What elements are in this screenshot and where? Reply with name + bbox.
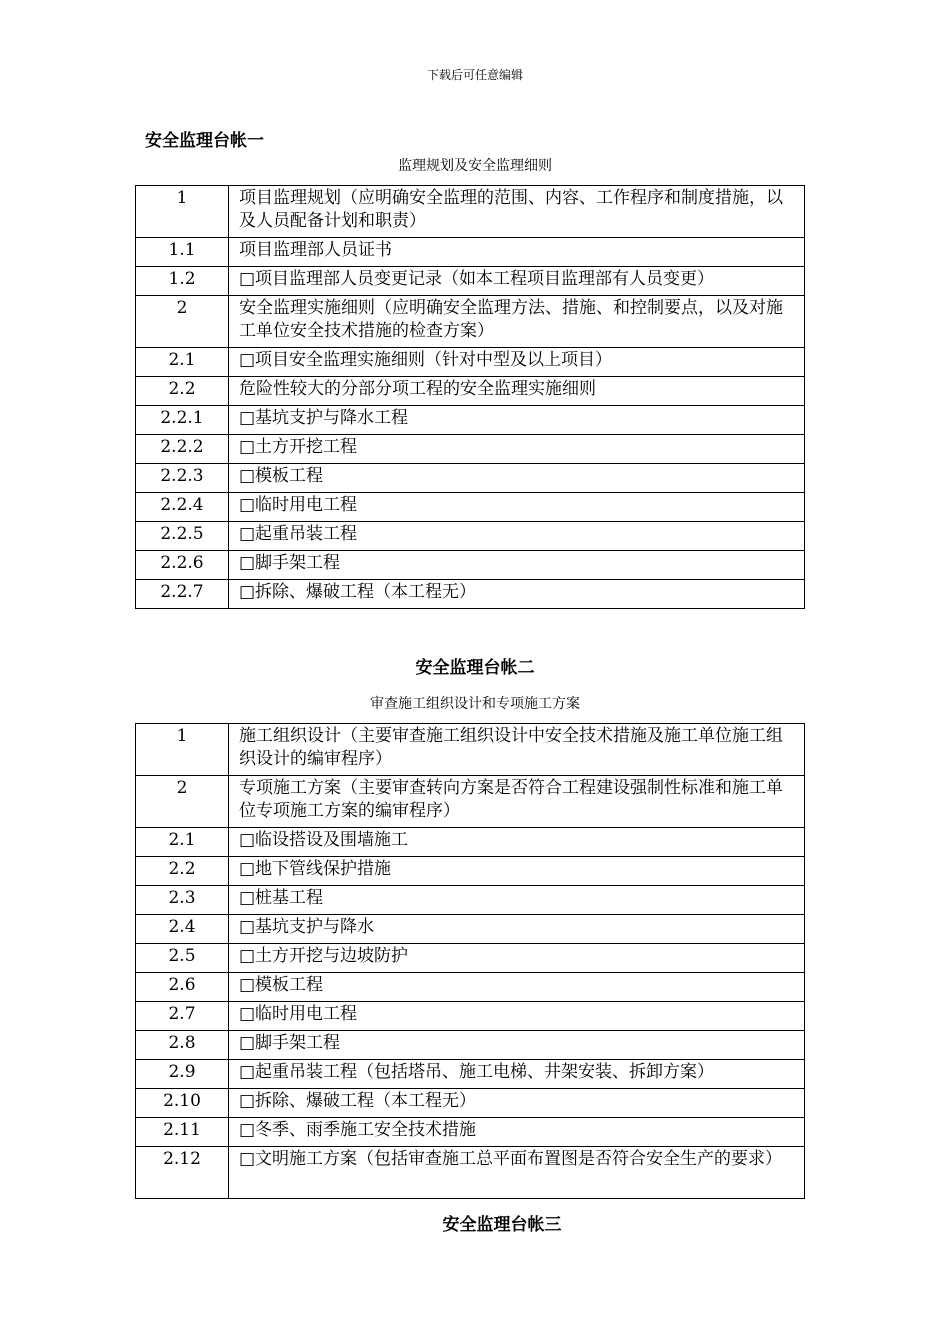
row-number: 2.1 <box>136 828 229 857</box>
row-text: □基坑支护与降水 <box>229 915 805 944</box>
table-row <box>136 406 805 435</box>
row-text: □临设搭设及围墙施工 <box>229 828 805 857</box>
table-row <box>136 776 805 828</box>
table-row <box>136 551 805 580</box>
row-number: 2.2 <box>136 857 229 886</box>
ledger3-title: 安全监理台帐三 <box>442 1215 562 1235</box>
table-row <box>136 828 805 857</box>
row-text: □基坑支护与降水工程 <box>229 406 805 435</box>
row-number: 1.1 <box>136 238 229 267</box>
row-text: 安全监理实施细则（应明确安全监理方法、措施、和控制要点，以及对施工单位安全技术措施的检查方案） <box>229 296 805 348</box>
row-number: 2.2.2 <box>136 435 229 464</box>
row-text: 危险性较大的分部分项工程的安全监理实施细则 <box>229 377 805 406</box>
table-row <box>136 886 805 915</box>
row-text: □临时用电工程 <box>229 493 805 522</box>
row-text: □拆除、爆破工程（本工程无） <box>229 580 805 609</box>
row-number: 2 <box>136 776 229 828</box>
row-number: 2.2.4 <box>136 493 229 522</box>
table-row <box>136 1147 805 1199</box>
table-row <box>136 348 805 377</box>
table-row <box>136 915 805 944</box>
row-number: 2 <box>136 296 229 348</box>
ledger1-subtitle: 监理规划及安全监理细则 <box>398 158 552 174</box>
row-number: 2.6 <box>136 973 229 1002</box>
table-row <box>136 377 805 406</box>
table-row <box>136 186 805 238</box>
row-text: 项目监理部人员证书 <box>229 238 805 267</box>
row-text: □模板工程 <box>229 464 805 493</box>
row-number: 2.2.5 <box>136 522 229 551</box>
row-text: □冬季、雨季施工安全技术措施 <box>229 1118 805 1147</box>
table-row <box>136 267 805 296</box>
row-number: 2.2.6 <box>136 551 229 580</box>
row-text: □起重吊装工程 <box>229 522 805 551</box>
ledger2-subtitle: 审查施工组织设计和专项施工方案 <box>370 696 580 712</box>
table-row <box>136 580 805 609</box>
table-row <box>136 522 805 551</box>
row-number: 2.2 <box>136 377 229 406</box>
row-text: □脚手架工程 <box>229 1031 805 1060</box>
row-text: □项目安全监理实施细则（针对中型及以上项目） <box>229 348 805 377</box>
row-text: □土方开挖工程 <box>229 435 805 464</box>
row-number: 2.1 <box>136 348 229 377</box>
table-row <box>136 296 805 348</box>
row-number: 2.2.3 <box>136 464 229 493</box>
row-text: □桩基工程 <box>229 886 805 915</box>
row-text: □脚手架工程 <box>229 551 805 580</box>
row-number: 2.2.7 <box>136 580 229 609</box>
row-number: 2.2.1 <box>136 406 229 435</box>
row-number: 2.4 <box>136 915 229 944</box>
table-row <box>136 1002 805 1031</box>
row-text: □土方开挖与边坡防护 <box>229 944 805 973</box>
table-row <box>136 1031 805 1060</box>
ledger2-table <box>135 723 805 1199</box>
row-number: 1.2 <box>136 267 229 296</box>
row-number: 1 <box>136 186 229 238</box>
table-row <box>136 1089 805 1118</box>
table-row <box>136 1060 805 1089</box>
ledger2-title: 安全监理台帐二 <box>415 658 535 678</box>
ledger1-table <box>135 185 805 609</box>
header-note: 下载后可任意编辑 <box>426 68 523 82</box>
row-number: 2.11 <box>136 1118 229 1147</box>
table-row <box>136 464 805 493</box>
ledger1-title: 安全监理台帐一 <box>145 131 264 151</box>
row-text: □起重吊装工程（包括塔吊、施工电梯、井架安装、拆卸方案） <box>229 1060 805 1089</box>
row-text: 专项施工方案（主要审查转向方案是否符合工程建设强制性标准和施工单位专项施工方案的编审程序） <box>229 776 805 828</box>
table-row <box>136 238 805 267</box>
row-number: 2.10 <box>136 1089 229 1118</box>
row-number: 2.12 <box>136 1147 229 1199</box>
row-number: 2.3 <box>136 886 229 915</box>
row-number: 2.9 <box>136 1060 229 1089</box>
row-number: 2.5 <box>136 944 229 973</box>
table-row <box>136 973 805 1002</box>
table-row <box>136 857 805 886</box>
table-row <box>136 493 805 522</box>
row-text: □拆除、爆破工程（本工程无） <box>229 1089 805 1118</box>
table-row <box>136 724 805 776</box>
row-text: 项目监理规划（应明确安全监理的范围、内容、工作程序和制度措施，以及人员配备计划和职责） <box>229 186 805 238</box>
table-row <box>136 435 805 464</box>
row-number: 2.8 <box>136 1031 229 1060</box>
row-text: □模板工程 <box>229 973 805 1002</box>
row-text: □文明施工方案（包括审查施工总平面布置图是否符合安全生产的要求） <box>229 1147 805 1199</box>
table-row <box>136 1118 805 1147</box>
row-text: □临时用电工程 <box>229 1002 805 1031</box>
row-number: 2.7 <box>136 1002 229 1031</box>
row-text: 施工组织设计（主要审查施工组织设计中安全技术措施及施工单位施工组织设计的编审程序） <box>229 724 805 776</box>
row-text: □项目监理部人员变更记录（如本工程项目监理部有人员变更） <box>229 267 805 296</box>
table-row <box>136 944 805 973</box>
row-text: □地下管线保护措施 <box>229 857 805 886</box>
row-number: 1 <box>136 724 229 776</box>
